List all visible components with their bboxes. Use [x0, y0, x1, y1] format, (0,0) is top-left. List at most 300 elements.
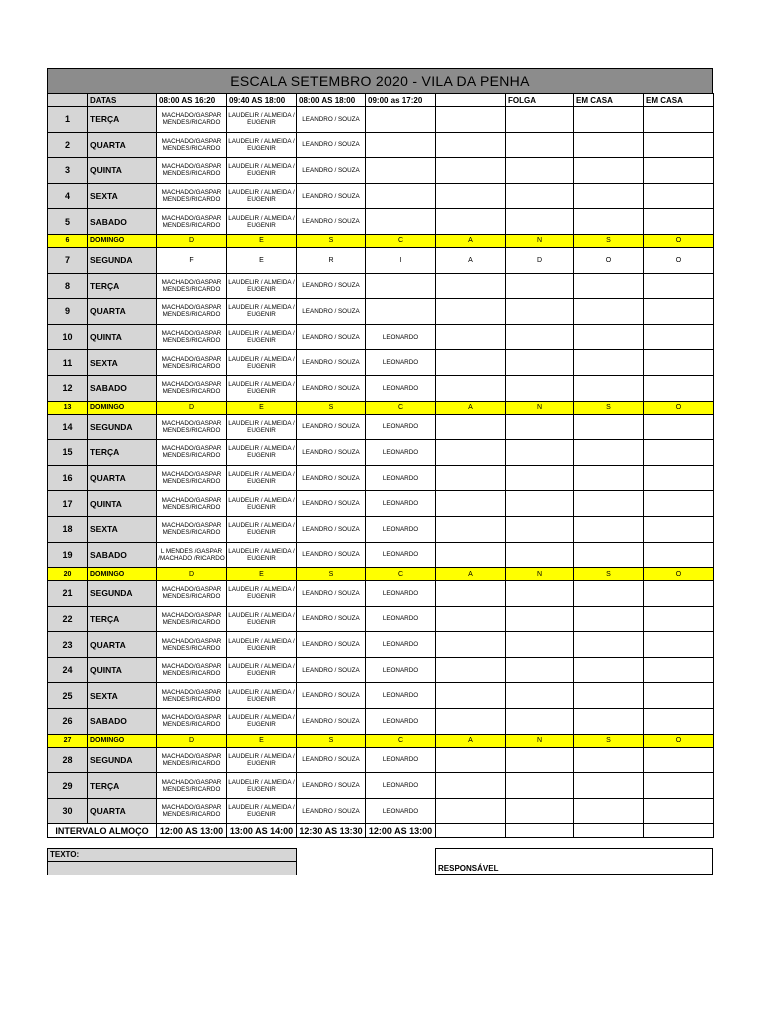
schedule-cell[interactable]	[574, 107, 644, 133]
schedule-cell[interactable]: A	[436, 401, 506, 414]
schedule-cell[interactable]	[436, 465, 506, 491]
schedule-cell[interactable]	[506, 324, 574, 350]
lunch-break-time[interactable]: 12:00 AS 13:00	[366, 824, 436, 838]
schedule-cell[interactable]: N	[506, 568, 574, 581]
schedule-cell[interactable]	[644, 107, 714, 133]
schedule-cell[interactable]: S	[574, 401, 644, 414]
schedule-cell[interactable]	[436, 798, 506, 824]
schedule-cell[interactable]	[227, 324, 297, 350]
schedule-cell[interactable]	[157, 606, 227, 632]
schedule-cell[interactable]	[506, 491, 574, 517]
schedule-cell[interactable]	[227, 375, 297, 401]
schedule-cell[interactable]: S	[297, 568, 366, 581]
schedule-cell[interactable]	[436, 683, 506, 709]
schedule-cell[interactable]	[227, 299, 297, 325]
weekday-label: SABADO	[88, 709, 157, 735]
lunch-break-label: INTERVALO ALMOÇO	[48, 824, 157, 838]
schedule-cell[interactable]: C	[366, 568, 436, 581]
schedule-cell[interactable]	[297, 632, 366, 658]
schedule-cell[interactable]	[157, 350, 227, 376]
schedule-cell[interactable]	[227, 747, 297, 773]
schedule-cell[interactable]	[366, 542, 436, 568]
header-cell: DATAS	[88, 94, 157, 107]
schedule-cell[interactable]	[506, 440, 574, 466]
schedule-cell[interactable]	[297, 798, 366, 824]
schedule-cell[interactable]	[297, 273, 366, 299]
schedule-cell[interactable]	[574, 632, 644, 658]
schedule-cell[interactable]	[227, 440, 297, 466]
table-row	[48, 491, 714, 517]
cell-text: LEONARDO	[382, 756, 419, 764]
schedule-cell[interactable]	[644, 709, 714, 735]
schedule-cell[interactable]	[157, 107, 227, 133]
schedule-cell[interactable]	[366, 632, 436, 658]
schedule-cell[interactable]	[506, 158, 574, 184]
schedule-cell[interactable]	[644, 299, 714, 325]
schedule-cell[interactable]	[297, 657, 366, 683]
schedule-cell[interactable]: S	[574, 734, 644, 747]
schedule-cell[interactable]	[644, 375, 714, 401]
cell-text: LAUDELIR / ALMEIDA / EUGENIR	[228, 214, 295, 229]
weekday-label: DOMINGO	[88, 568, 157, 581]
schedule-cell[interactable]	[227, 516, 297, 542]
cell-text: LEANDRO / SOUZA	[302, 666, 360, 674]
schedule-cell[interactable]	[506, 375, 574, 401]
schedule-cell[interactable]	[644, 440, 714, 466]
schedule-cell[interactable]	[227, 350, 297, 376]
schedule-cell[interactable]	[436, 709, 506, 735]
schedule-cell[interactable]	[644, 798, 714, 824]
schedule-cell[interactable]	[506, 798, 574, 824]
cell-text: LAUDELIR / ALMEIDA / EUGENIR	[228, 586, 295, 601]
lunch-break-time[interactable]: 12:30 AS 13:30	[297, 824, 366, 838]
schedule-cell[interactable]	[227, 773, 297, 799]
cell-text: LEANDRO / SOUZA	[302, 692, 360, 700]
schedule-cell[interactable]	[644, 414, 714, 440]
schedule-cell[interactable]	[227, 465, 297, 491]
schedule-cell[interactable]	[436, 299, 506, 325]
schedule-cell[interactable]	[366, 606, 436, 632]
schedule-cell[interactable]	[157, 632, 227, 658]
schedule-cell[interactable]	[297, 414, 366, 440]
schedule-cell[interactable]: C	[366, 234, 436, 247]
schedule-cell[interactable]	[644, 542, 714, 568]
schedule-cell[interactable]	[436, 273, 506, 299]
schedule-cell[interactable]	[227, 491, 297, 517]
table-row	[48, 132, 714, 158]
schedule-cell[interactable]	[366, 107, 436, 133]
schedule-cell[interactable]: E	[227, 734, 297, 747]
schedule-cell[interactable]	[644, 657, 714, 683]
schedule-cell[interactable]	[644, 132, 714, 158]
schedule-cell[interactable]	[157, 709, 227, 735]
schedule-cell[interactable]	[574, 657, 644, 683]
schedule-cell[interactable]	[366, 657, 436, 683]
cell-text: LAUDELIR / ALMEIDA / EUGENIR	[228, 137, 295, 152]
schedule-cell[interactable]	[297, 183, 366, 209]
schedule-cell[interactable]	[227, 183, 297, 209]
schedule-cell[interactable]	[227, 657, 297, 683]
schedule-cell[interactable]	[227, 107, 297, 133]
lunch-break-time[interactable]	[644, 824, 714, 838]
lunch-break-time[interactable]	[506, 824, 574, 838]
table-row	[48, 657, 714, 683]
cell-text: LEONARDO	[382, 333, 419, 341]
weekday-label: TERÇA	[88, 273, 157, 299]
schedule-cell[interactable]	[297, 581, 366, 607]
cell-text: LEANDRO / SOUZA	[302, 615, 360, 623]
schedule-cell[interactable]	[574, 414, 644, 440]
schedule-cell[interactable]	[506, 632, 574, 658]
schedule-cell[interactable]	[506, 683, 574, 709]
schedule-cell[interactable]	[297, 683, 366, 709]
schedule-cell[interactable]	[506, 350, 574, 376]
schedule-cell[interactable]	[506, 273, 574, 299]
day-number: 14	[48, 414, 88, 440]
texto-box[interactable]	[47, 848, 297, 875]
schedule-cell[interactable]: O	[644, 734, 714, 747]
cell-text: LEONARDO	[382, 782, 419, 790]
schedule-cell[interactable]	[436, 542, 506, 568]
table-row	[48, 632, 714, 658]
schedule-cell[interactable]	[157, 542, 227, 568]
lunch-break-time[interactable]	[574, 824, 644, 838]
lunch-break-time[interactable]	[436, 824, 506, 838]
schedule-cell[interactable]	[574, 158, 644, 184]
schedule-cell[interactable]: S	[297, 734, 366, 747]
schedule-cell[interactable]	[436, 324, 506, 350]
header-cell: 08:00 AS 16:20	[157, 94, 227, 107]
schedule-cell[interactable]	[227, 414, 297, 440]
schedule-cell[interactable]	[227, 632, 297, 658]
schedule-cell[interactable]	[157, 747, 227, 773]
schedule-cell[interactable]	[227, 542, 297, 568]
schedule-cell[interactable]: N	[506, 234, 574, 247]
schedule-cell[interactable]	[644, 209, 714, 235]
schedule-cell[interactable]	[436, 632, 506, 658]
schedule-cell[interactable]: C	[366, 734, 436, 747]
schedule-cell[interactable]	[644, 683, 714, 709]
schedule-cell[interactable]: E	[227, 234, 297, 247]
schedule-cell[interactable]	[506, 465, 574, 491]
schedule-cell[interactable]	[157, 516, 227, 542]
schedule-cell[interactable]: S	[297, 234, 366, 247]
schedule-cell[interactable]	[297, 132, 366, 158]
schedule-cell[interactable]: E	[227, 247, 297, 273]
weekday-label: SEXTA	[88, 183, 157, 209]
schedule-cell[interactable]	[297, 516, 366, 542]
schedule-cell[interactable]	[644, 273, 714, 299]
header-cell: 09:00 as 17:20	[366, 94, 436, 107]
lunch-break-time[interactable]: 13:00 AS 14:00	[227, 824, 297, 838]
schedule-cell[interactable]	[644, 491, 714, 517]
schedule-cell[interactable]	[436, 183, 506, 209]
schedule-cell[interactable]: N	[506, 734, 574, 747]
schedule-cell[interactable]	[366, 773, 436, 799]
schedule-cell[interactable]	[574, 440, 644, 466]
schedule-cell[interactable]: O	[644, 568, 714, 581]
day-number: 18	[48, 516, 88, 542]
cell-text: LAUDELIR / ALMEIDA / EUGENIR	[228, 355, 295, 370]
schedule-cell[interactable]: I	[366, 247, 436, 273]
schedule-cell[interactable]	[366, 683, 436, 709]
schedule-cell[interactable]	[506, 709, 574, 735]
schedule-cell[interactable]	[227, 158, 297, 184]
schedule-cell[interactable]	[366, 132, 436, 158]
schedule-cell[interactable]	[506, 414, 574, 440]
schedule-cell[interactable]	[574, 350, 644, 376]
schedule-cell[interactable]	[227, 581, 297, 607]
schedule-cell[interactable]	[297, 440, 366, 466]
schedule-cell[interactable]	[366, 209, 436, 235]
table-row	[48, 158, 714, 184]
schedule-cell[interactable]	[366, 491, 436, 517]
schedule-cell[interactable]: R	[297, 247, 366, 273]
cell-text: LAUDELIR / ALMEIDA / EUGENIR	[228, 778, 295, 793]
schedule-cell[interactable]	[506, 773, 574, 799]
schedule-cell[interactable]	[366, 581, 436, 607]
schedule-cell[interactable]	[574, 375, 644, 401]
cell-text: LAUDELIR / ALMEIDA / EUGENIR	[228, 381, 295, 396]
schedule-cell[interactable]	[436, 747, 506, 773]
schedule-cell[interactable]	[506, 209, 574, 235]
schedule-cell[interactable]: O	[644, 234, 714, 247]
schedule-cell[interactable]	[574, 299, 644, 325]
schedule-cell[interactable]	[366, 273, 436, 299]
schedule-cell[interactable]	[157, 183, 227, 209]
schedule-cell[interactable]	[366, 516, 436, 542]
schedule-cell[interactable]	[366, 414, 436, 440]
schedule-cell[interactable]	[574, 324, 644, 350]
schedule-cell[interactable]	[574, 183, 644, 209]
table-row	[48, 709, 714, 735]
schedule-cell[interactable]	[227, 273, 297, 299]
schedule-cell[interactable]	[644, 183, 714, 209]
schedule-cell[interactable]	[227, 209, 297, 235]
schedule-cell[interactable]	[436, 657, 506, 683]
schedule-cell[interactable]	[297, 606, 366, 632]
schedule-cell[interactable]	[366, 375, 436, 401]
schedule-cell[interactable]	[157, 491, 227, 517]
schedule-cell[interactable]	[366, 183, 436, 209]
schedule-cell[interactable]	[574, 132, 644, 158]
table-row	[48, 798, 714, 824]
schedule-cell[interactable]	[506, 183, 574, 209]
schedule-cell[interactable]	[297, 773, 366, 799]
schedule-cell[interactable]: O	[644, 401, 714, 414]
schedule-cell[interactable]: A	[436, 247, 506, 273]
cell-text: LEANDRO / SOUZA	[302, 448, 360, 456]
cell-text: LEANDRO / SOUZA	[302, 717, 360, 725]
schedule-cell[interactable]	[227, 709, 297, 735]
schedule-cell[interactable]: O	[644, 247, 714, 273]
table-row	[48, 324, 714, 350]
schedule-cell[interactable]	[157, 440, 227, 466]
schedule-cell[interactable]	[157, 657, 227, 683]
schedule-cell[interactable]: D	[506, 247, 574, 273]
schedule-cell[interactable]: D	[157, 401, 227, 414]
cell-text: MACHADO/GASPAR MENDES/RICARDO	[161, 278, 222, 293]
schedule-cell[interactable]	[157, 273, 227, 299]
schedule-cell[interactable]	[574, 516, 644, 542]
table-row	[48, 375, 714, 401]
schedule-cell[interactable]	[436, 158, 506, 184]
schedule-cell[interactable]	[366, 747, 436, 773]
schedule-cell[interactable]	[297, 375, 366, 401]
schedule-cell[interactable]	[574, 209, 644, 235]
schedule-cell[interactable]	[574, 542, 644, 568]
schedule-cell[interactable]	[574, 491, 644, 517]
schedule-cell[interactable]	[436, 773, 506, 799]
schedule-cell[interactable]	[157, 209, 227, 235]
schedule-cell[interactable]	[157, 683, 227, 709]
schedule-cell[interactable]	[574, 773, 644, 799]
schedule-cell[interactable]	[366, 440, 436, 466]
schedule-cell[interactable]	[506, 516, 574, 542]
schedule-cell[interactable]	[574, 683, 644, 709]
schedule-cell[interactable]	[436, 606, 506, 632]
cell-text: MACHADO/GASPAR MENDES/RICARDO	[161, 714, 222, 729]
schedule-cell[interactable]	[297, 747, 366, 773]
schedule-cell[interactable]	[506, 299, 574, 325]
schedule-cell[interactable]	[644, 581, 714, 607]
schedule-cell[interactable]	[297, 709, 366, 735]
schedule-cell[interactable]	[436, 350, 506, 376]
schedule-cell[interactable]: D	[157, 234, 227, 247]
schedule-cell[interactable]	[506, 542, 574, 568]
schedule-cell[interactable]	[644, 606, 714, 632]
schedule-cell[interactable]	[436, 414, 506, 440]
schedule-cell[interactable]: A	[436, 234, 506, 247]
schedule-cell[interactable]	[506, 107, 574, 133]
schedule-cell[interactable]	[436, 440, 506, 466]
cell-text: LEANDRO / SOUZA	[302, 141, 360, 149]
schedule-cell[interactable]: D	[157, 568, 227, 581]
schedule-cell[interactable]: O	[574, 247, 644, 273]
cell-text: LAUDELIR / ALMEIDA / EUGENIR	[228, 330, 295, 345]
schedule-cell[interactable]	[297, 107, 366, 133]
lunch-break-time[interactable]: 12:00 AS 13:00	[157, 824, 227, 838]
schedule-cell[interactable]	[157, 158, 227, 184]
schedule-cell[interactable]	[506, 132, 574, 158]
responsavel-box[interactable]	[435, 848, 713, 875]
schedule-cell[interactable]	[506, 606, 574, 632]
schedule-cell[interactable]	[366, 324, 436, 350]
day-number: 24	[48, 657, 88, 683]
schedule-cell[interactable]	[157, 324, 227, 350]
schedule-cell[interactable]	[436, 132, 506, 158]
schedule-cell[interactable]: E	[227, 568, 297, 581]
schedule-cell[interactable]	[366, 798, 436, 824]
schedule-cell[interactable]	[157, 132, 227, 158]
cell-text: MACHADO/GASPAR MENDES/RICARDO	[161, 137, 222, 152]
schedule-cell[interactable]	[227, 132, 297, 158]
schedule-cell[interactable]	[157, 414, 227, 440]
schedule-cell[interactable]: N	[506, 401, 574, 414]
schedule-cell[interactable]	[297, 158, 366, 184]
schedule-cell[interactable]	[506, 747, 574, 773]
schedule-cell[interactable]	[227, 606, 297, 632]
schedule-cell[interactable]: A	[436, 568, 506, 581]
schedule-cell[interactable]: S	[574, 234, 644, 247]
schedule-cell[interactable]	[436, 581, 506, 607]
schedule-cell[interactable]	[644, 516, 714, 542]
day-number: 20	[48, 568, 88, 581]
schedule-cell[interactable]	[644, 350, 714, 376]
schedule-cell[interactable]	[436, 516, 506, 542]
schedule-cell[interactable]	[297, 299, 366, 325]
schedule-cell[interactable]	[574, 273, 644, 299]
day-number: 26	[48, 709, 88, 735]
cell-text: LAUDELIR / ALMEIDA / EUGENIR	[228, 688, 295, 703]
schedule-cell[interactable]	[644, 158, 714, 184]
schedule-cell[interactable]	[574, 709, 644, 735]
texto-field[interactable]	[48, 862, 296, 875]
schedule-cell[interactable]	[157, 465, 227, 491]
schedule-cell[interactable]	[574, 747, 644, 773]
schedule-cell[interactable]: F	[157, 247, 227, 273]
cell-text: LEANDRO / SOUZA	[302, 218, 360, 226]
schedule-cell[interactable]: D	[157, 734, 227, 747]
schedule-cell[interactable]: S	[297, 401, 366, 414]
day-number: 17	[48, 491, 88, 517]
schedule-cell[interactable]	[436, 107, 506, 133]
schedule-cell[interactable]	[297, 350, 366, 376]
weekday-label: QUINTA	[88, 491, 157, 517]
schedule-cell[interactable]: C	[366, 401, 436, 414]
schedule-cell[interactable]	[366, 158, 436, 184]
schedule-cell[interactable]	[297, 491, 366, 517]
schedule-cell[interactable]	[644, 465, 714, 491]
schedule-cell[interactable]	[157, 299, 227, 325]
cell-text: LAUDELIR / ALMEIDA / EUGENIR	[228, 496, 295, 511]
schedule-cell[interactable]	[157, 773, 227, 799]
schedule-cell[interactable]	[297, 465, 366, 491]
schedule-cell[interactable]	[436, 375, 506, 401]
schedule-cell[interactable]	[366, 350, 436, 376]
schedule-cell[interactable]	[436, 209, 506, 235]
schedule-cell[interactable]	[366, 299, 436, 325]
cell-text: LEONARDO	[382, 525, 419, 533]
schedule-cell[interactable]	[297, 542, 366, 568]
schedule-cell[interactable]	[574, 465, 644, 491]
table-row	[48, 606, 714, 632]
schedule-cell[interactable]	[644, 324, 714, 350]
schedule-cell[interactable]	[297, 209, 366, 235]
schedule-cell[interactable]	[574, 798, 644, 824]
day-number: 25	[48, 683, 88, 709]
schedule-cell[interactable]	[157, 375, 227, 401]
schedule-cell[interactable]	[644, 747, 714, 773]
schedule-cell[interactable]: E	[227, 401, 297, 414]
schedule-cell[interactable]	[574, 606, 644, 632]
schedule-cell[interactable]	[366, 709, 436, 735]
schedule-cell[interactable]	[157, 798, 227, 824]
schedule-cell[interactable]	[644, 773, 714, 799]
schedule-cell[interactable]	[157, 581, 227, 607]
schedule-cell[interactable]	[366, 465, 436, 491]
schedule-cell[interactable]	[227, 683, 297, 709]
schedule-cell[interactable]	[506, 657, 574, 683]
schedule-cell[interactable]	[297, 324, 366, 350]
schedule-cell[interactable]	[644, 632, 714, 658]
schedule-cell[interactable]: A	[436, 734, 506, 747]
schedule-cell[interactable]	[436, 491, 506, 517]
schedule-cell[interactable]	[574, 581, 644, 607]
schedule-cell[interactable]	[506, 581, 574, 607]
schedule-cell[interactable]: S	[574, 568, 644, 581]
schedule-cell[interactable]	[227, 798, 297, 824]
